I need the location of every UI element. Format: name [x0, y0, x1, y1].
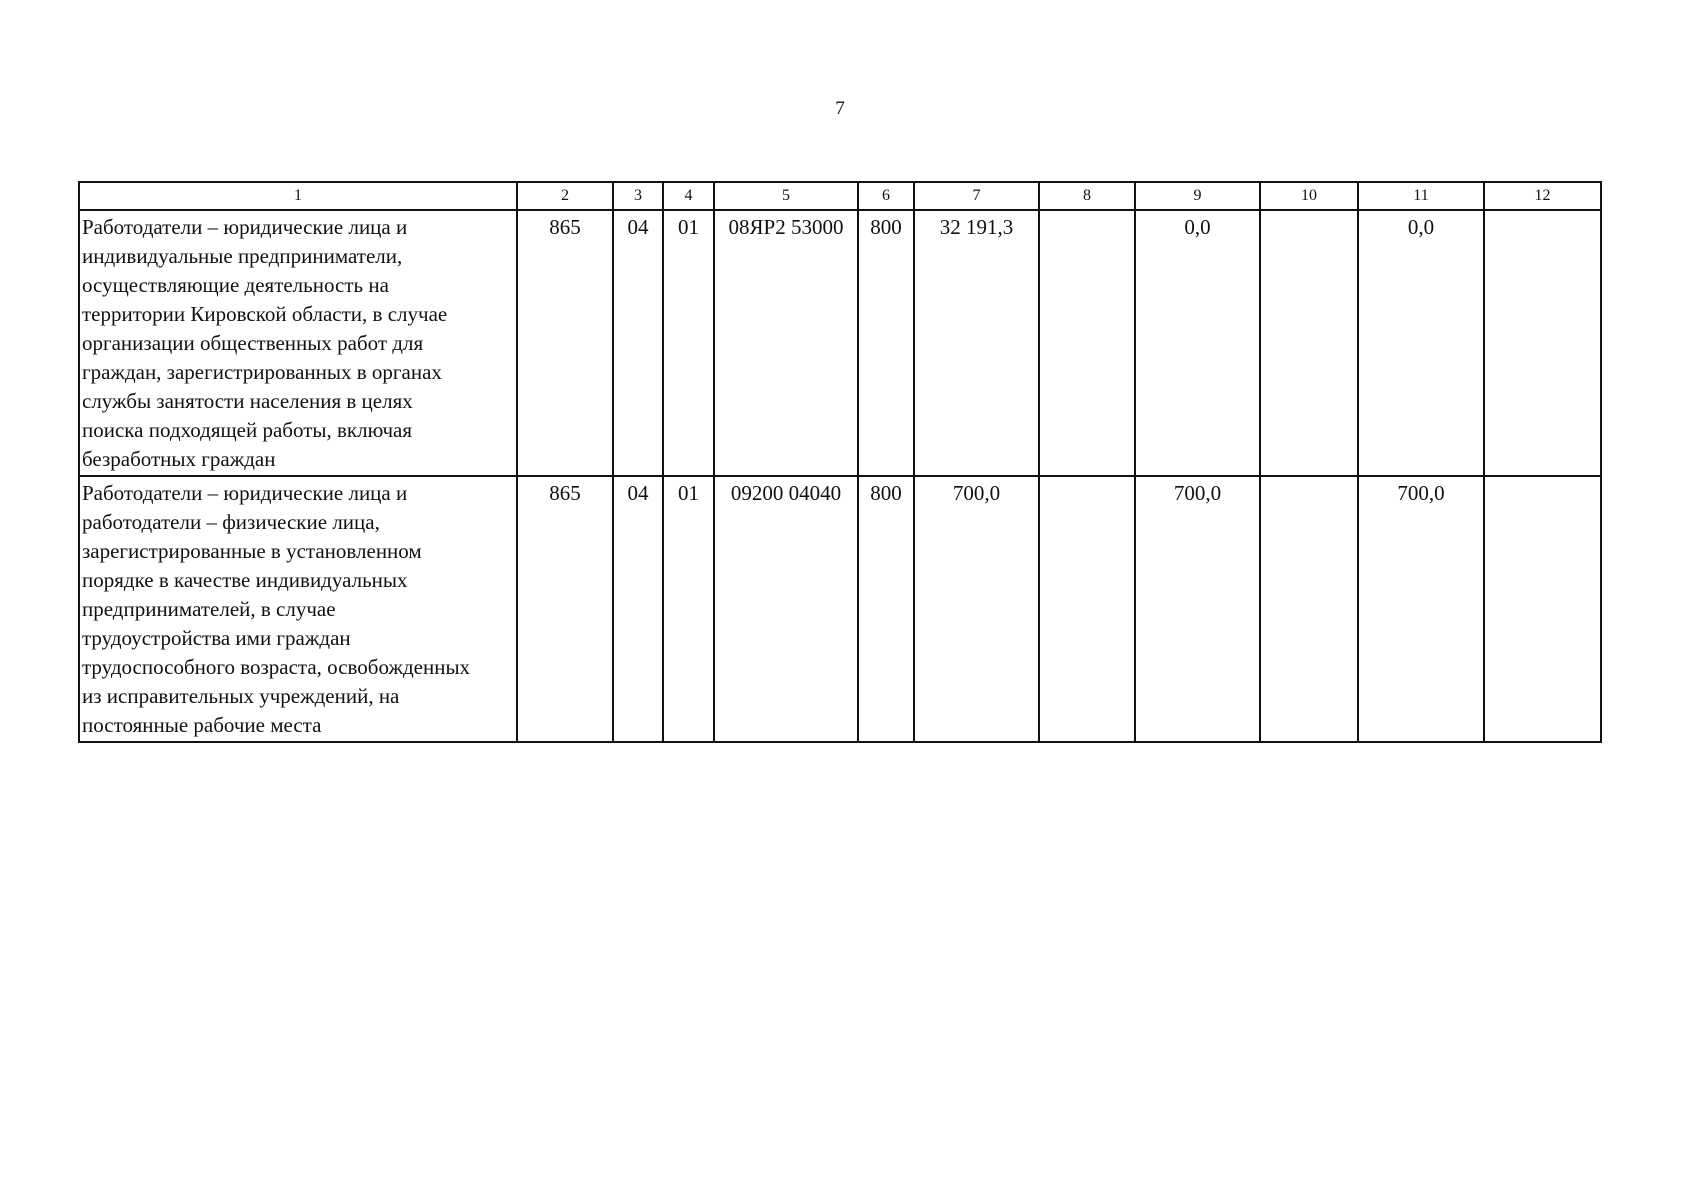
cell-expense-type: 800: [858, 476, 914, 742]
description-line: Работодатели – юридические лица и: [82, 215, 408, 239]
description-line: трудоспособного возраста, освобожденных: [82, 655, 471, 679]
budget-table: [78, 181, 1602, 743]
cell-amount-10: [1260, 210, 1358, 476]
description-line: порядке в качестве индивидуальных: [82, 568, 408, 592]
description-line: постоянные рабочие места: [82, 713, 322, 737]
cell-amount-8: [1039, 476, 1135, 742]
description-line: осуществляющие деятельность на: [82, 273, 389, 297]
cell-target-article: 09200 04040: [714, 476, 858, 742]
header-cell-12: 12: [1484, 182, 1601, 210]
cell-amount-7: 32 191,3: [914, 210, 1039, 476]
cell-amount-9: 700,0: [1135, 476, 1260, 742]
header-cell-5: 5: [714, 182, 858, 210]
cell-target-article: 08ЯР2 53000: [714, 210, 858, 476]
description-line: граждан, зарегистрированных в органах: [82, 360, 442, 384]
header-cell-6: 6: [858, 182, 914, 210]
cell-subsection: 01: [663, 476, 714, 742]
header-cell-8: 8: [1039, 182, 1135, 210]
table-row: [79, 210, 1601, 476]
description-line: из исправительных учреждений, на: [82, 684, 400, 708]
description-line: территории Кировской области, в случае: [82, 302, 448, 326]
header-cell-9: 9: [1135, 182, 1260, 210]
header-cell-1: 1: [79, 182, 517, 210]
cell-expense-type: 800: [858, 210, 914, 476]
description-line: Работодатели – юридические лица и: [82, 481, 408, 505]
header-cell-4: 4: [663, 182, 714, 210]
description-line: безработных граждан: [82, 447, 276, 471]
cell-amount-10: [1260, 476, 1358, 742]
cell-amount-9: 0,0: [1135, 210, 1260, 476]
cell-amount-11: 700,0: [1358, 476, 1484, 742]
description-line: работодатели – физические лица,: [82, 510, 380, 534]
description-line: организации общественных работ для: [82, 331, 424, 355]
description-line: зарегистрированные в установленном: [82, 539, 422, 563]
cell-amount-7: 700,0: [914, 476, 1039, 742]
header-cell-11: 11: [1358, 182, 1484, 210]
description-line: поиска подходящей работы, включая: [82, 418, 413, 442]
cell-amount-12: [1484, 476, 1601, 742]
cell-section: 04: [613, 476, 663, 742]
description-line: предпринимателей, в случае: [82, 597, 336, 621]
cell-ministry-code: 865: [517, 210, 613, 476]
cell-amount-12: [1484, 210, 1601, 476]
cell-amount-11: 0,0: [1358, 210, 1484, 476]
table-row: [79, 476, 1601, 742]
header-cell-7: 7: [914, 182, 1039, 210]
cell-ministry-code: 865: [517, 476, 613, 742]
description-line: службы занятости населения в целях: [82, 389, 413, 413]
row-description: [79, 210, 517, 476]
header-row: [79, 182, 1601, 210]
description-line: трудоустройства ими граждан: [82, 626, 351, 650]
cell-section: 04: [613, 210, 663, 476]
description-line: индивидуальные предприниматели,: [82, 244, 403, 268]
page-number: 7: [835, 98, 845, 119]
cell-amount-8: [1039, 210, 1135, 476]
row-description: [79, 476, 517, 742]
header-cell-10: 10: [1260, 182, 1358, 210]
cell-subsection: 01: [663, 210, 714, 476]
header-cell-3: 3: [613, 182, 663, 210]
header-cell-2: 2: [517, 182, 613, 210]
